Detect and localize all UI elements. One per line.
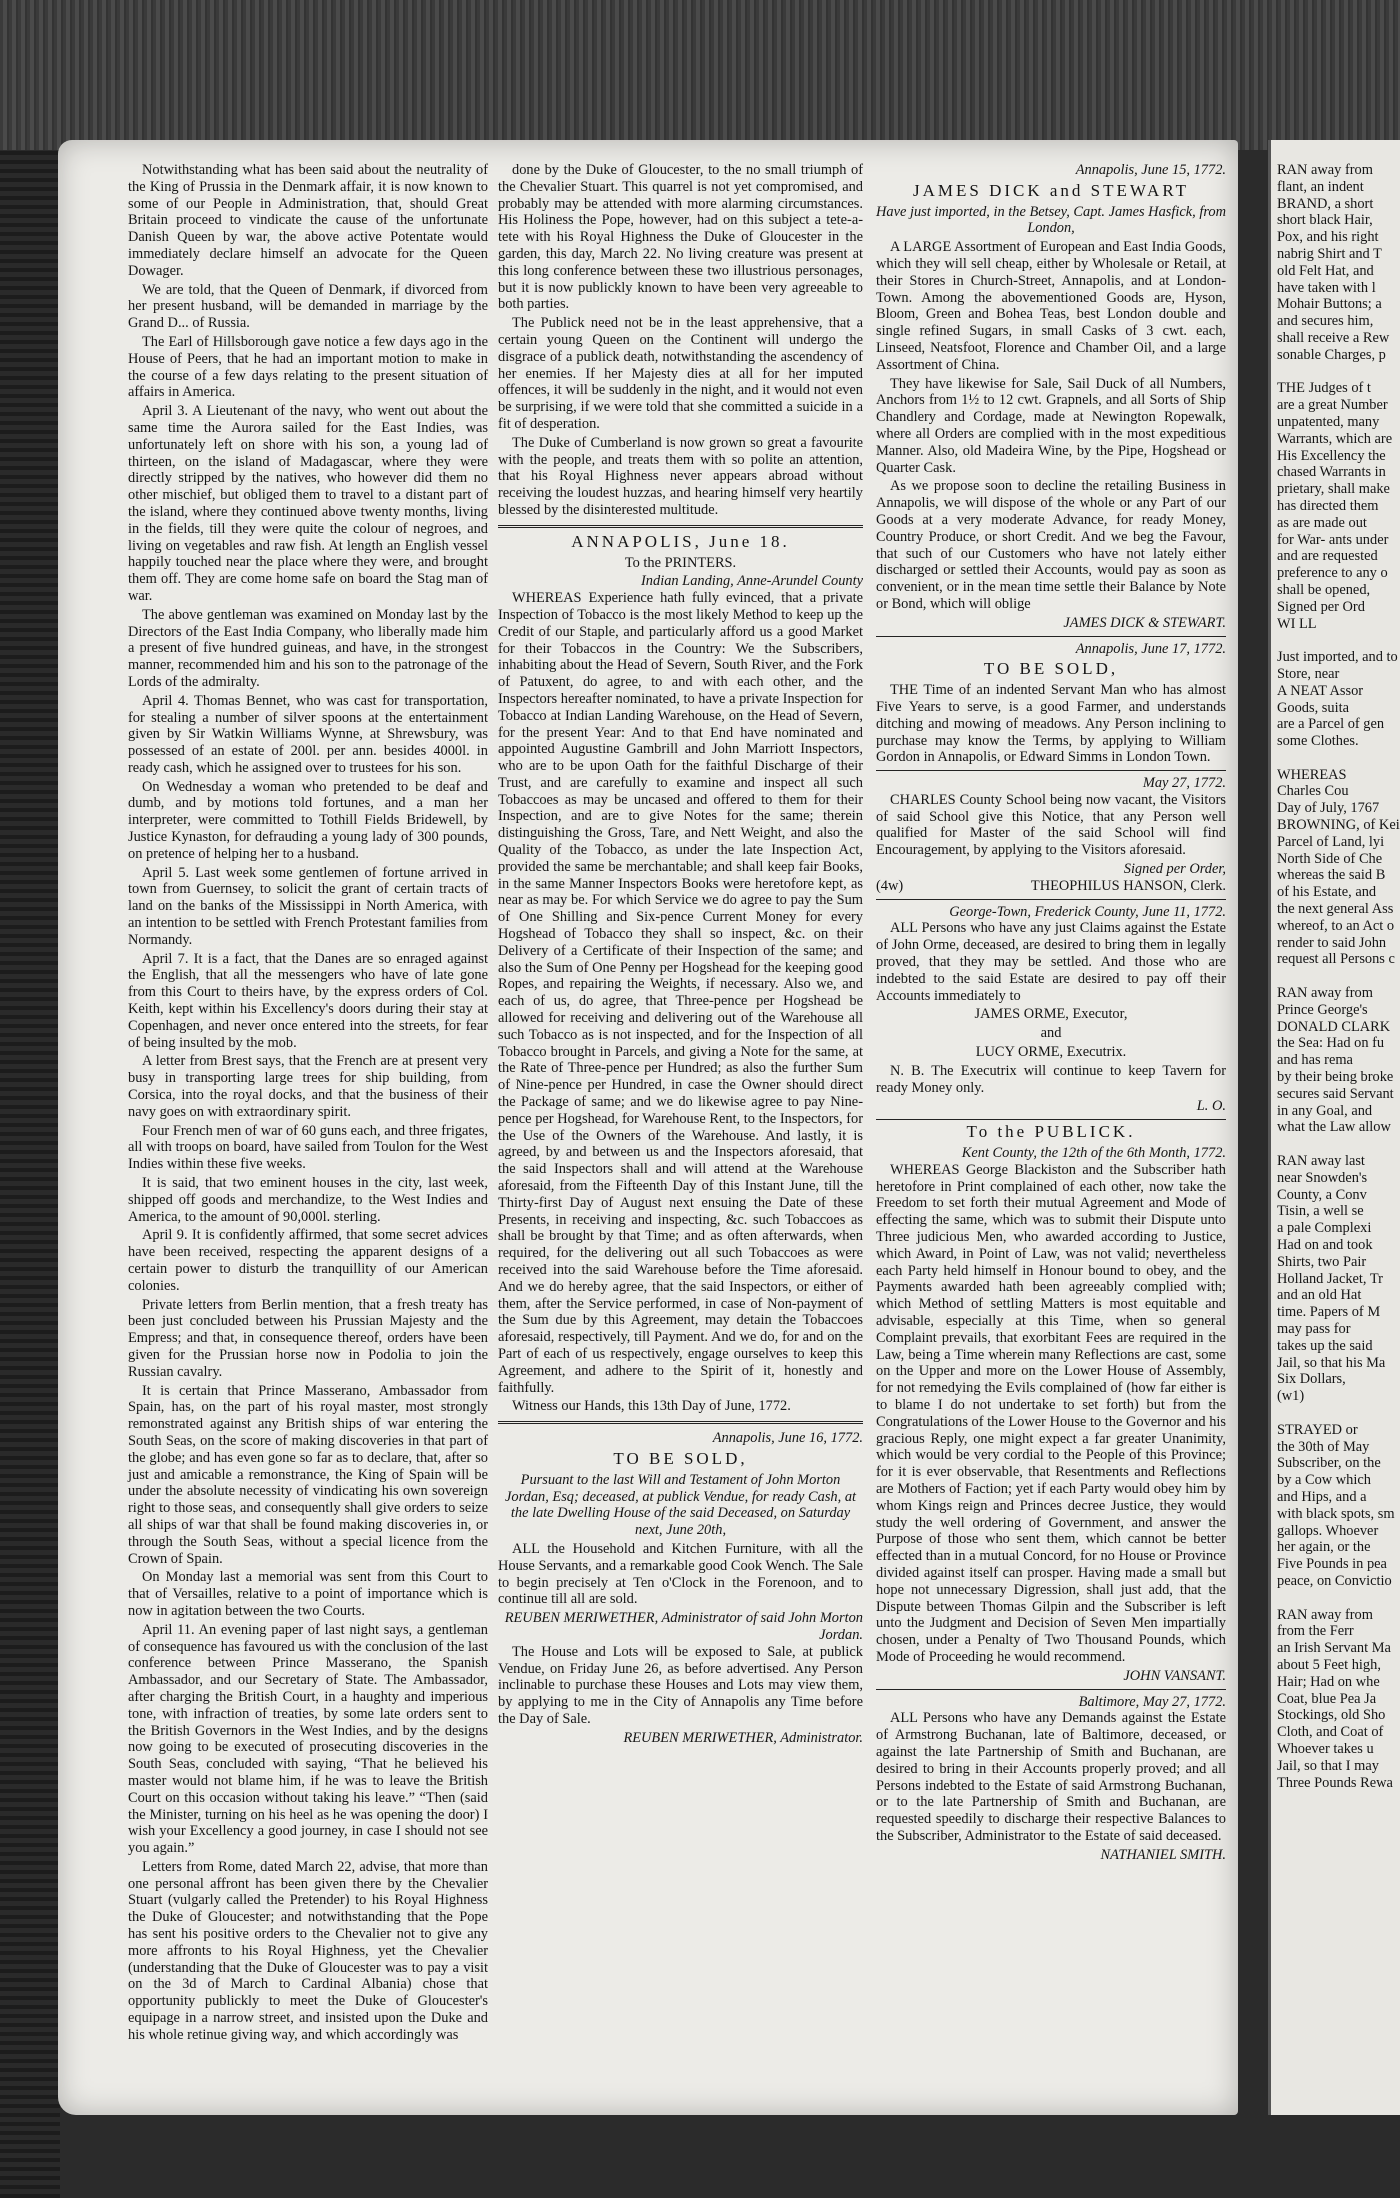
fragment-line: Goods, suita (1277, 699, 1349, 716)
sale-body-2: The House and Lots will be exposed to Sale, at publick Vendue, on Friday June 26, as before advertised. Any Person inclinable to purchase these Houses and Lots may view them, by applying to me in the City of Annapolis any Time before the Day of Sale. (498, 1643, 863, 1727)
fragment-line: Shirts, two Pair (1277, 1253, 1367, 1270)
fragment-line: chased Warrants in (1277, 464, 1386, 481)
fragment-line: old Felt Hat, and (1277, 262, 1374, 279)
fragment-line: by their being broke (1277, 1069, 1394, 1086)
sale-heading: TO BE SOLD, (613, 1448, 748, 1468)
fragment-line: unpatented, many (1277, 413, 1380, 430)
news-paragraph: The above gentleman was examined on Monday last by the Directors of the East India Company, who liberally made him a present of five hundred guineas, and have, in the strongest manner, recommended him and his son to the patronage of the Lords of the admiralty. (128, 606, 488, 690)
buchanan-signature: NATHANIEL SMITH. (1100, 1846, 1226, 1863)
publick-signature: JOHN VANSANT. (1123, 1667, 1226, 1684)
fragment-line: (w1) (1277, 1388, 1305, 1405)
fragment-line (1277, 1590, 1400, 1607)
school-code: (4w) (876, 877, 904, 894)
news-paragraph: Letters from Rome, dated March 22, advise, that more than one personal affront has been given there by the Chevalier Stuart (vulgarly called the Pretender) to his Royal Highness the Duke of Gloucester; and notwithstanding that the Pope has sent his positive orders to the Chevalier not to give any more affronts to his Royal Highness, yet the Chevalier (understanding that the Duke of Gloucester was to pay a visit on the 3d of March to Cardinal Albania) chose that opportunity publickly to meet the Duke of Gloucester's equipage in a narrow street, and insisted upon the Duke and his whole retinue giving way, and which accordingly was (128, 1858, 488, 2043)
fragment-line: Tisin, a well se (1277, 1203, 1364, 1220)
fragment-line: RAN away from (1277, 1606, 1373, 1623)
publick-heading: To the PUBLICK. (966, 1122, 1136, 1142)
printers-to: To the PRINTERS. (624, 554, 737, 571)
servant-body: THE Time of an indented Servant Man who has almost Five Years to serve, is a good Farmer, and understands ditching and mowing of meadows. Any Person inclining to purchase may know the Terms, by applying to William Gordon in Annapolis, or Edward Simms in London Town. (876, 682, 1226, 766)
fragment-line: and secures him, (1277, 313, 1374, 330)
fragment-line: and Hips, and a (1277, 1488, 1367, 1505)
fragment-line: Parcel of Land, lyi (1277, 833, 1385, 850)
scan-background-top (0, 0, 1400, 150)
news-paragraph: We are told, that the Queen of Denmark, if divorced from her present husband, will be demanded in marriage by the Grand D... of Russia. (128, 281, 488, 332)
fragment-line: her again, or the (1277, 1539, 1371, 1556)
divider (876, 770, 1226, 771)
fragment-line: the Sea: Had on fu (1277, 1035, 1385, 1052)
fragment-line: WI LL (1277, 615, 1317, 632)
fragment-line (1277, 968, 1400, 985)
fragment-line: A NEAT Assor (1277, 682, 1364, 699)
sale-dateline: Annapolis, June 16, 1772. (712, 1430, 863, 1447)
fragment-line: DONALD CLARK (1277, 1018, 1391, 1035)
fragment-line: flant, an indent (1277, 178, 1364, 195)
buchanan-body: ALL Persons who have any Demands against the Estate of Armstrong Buchanan, late of Baltimore, deceased, or against the late Partnership of Smith and Buchanan, are desired to bring in their Accounts properly proved; and all Persons indebted to the Estate of said Armstrong Buchanan, or to the late Partnership of Smith and Buchanan, are requested speedily to discharge their respective Balances to the Subscriber, Administrator to the Estate of said deceased. (876, 1710, 1226, 1844)
fragment-line: RAN away from (1277, 985, 1373, 1002)
school-body: CHARLES County School being now vacant, the Visitors of said School give this Notice, that any Person well qualified for Master of the said School will find Encouragement, by applying to the Visitors aforesaid. (876, 791, 1226, 859)
dick-paragraph: They have likewise for Sale, Sail Duck of all Numbers, Anchors from 1½ to 12 cwt. Grapnels, and all Sorts of Ship Chandlery and Cordage, made at Newington Ropewalk, where all Orders are complied with in the most expeditious Manner. Also, old Madeira Wine, by the Pipe, Hogshead or Quarter Cask. (876, 375, 1226, 476)
sale-body: ALL the Household and Kitchen Furniture, with all the House Servants, and a remarkable good Cook Wench. The Sale to begin precisely at Ten o'Clock in the Forenoon, and to continue till all are sold. (498, 1540, 863, 1608)
fragment-line: what the Law allow (1277, 1119, 1391, 1136)
fragment-line: Subscriber, on the (1277, 1455, 1381, 1472)
fragment-line: an Irish Servant Ma (1277, 1640, 1391, 1657)
fragment-line: has directed them (1277, 497, 1379, 514)
sale-subheading: Pursuant to the last Will and Testament of John Morton Jordan, Esq; deceased, at publick Vendue, for ready Cash, at the late Dwelling House of the said Deceased, on Saturday next, June 20th, (504, 1471, 857, 1539)
orme-dateline: George-Town, Frederick County, June 11, 1772. (949, 903, 1226, 920)
publick-body: WHEREAS George Blackiston and the Subscriber hath heretofore in Print complained of each other, now take the Freedom to set forth their mutual Agreement and Mode of effecting the same, which was to submit their Dispute unto Three judicious Men, who awarded according to Justice, which Award, in Point of Law, was not valid; nevertheless each Party held himself in Honour bound to obey, and the Payments awarded hath been agreeably complied with; which Method of settling Matters is most equitable and advisable, especially at this Time, when so general Complaint prevails, that exorbitant Fees are required in the Law, being a Time wherein many Reflections are cast, some on the Upper and more on the Lower House of Assembly, for not remedying the Evils complained of (how far either is to blame I do not undertake to set forth) but from the Congratulations of the Lower House to the Governor and his gracious Reply, one might expect a far greater Unanimity, which would be very cordial to the People of this Province; for it is ever observable, that Resentments and Reflections are Mothers of Faction; yet if each Party would obey him by whom Kings reign and Princes decree Justice, they would study the well ordering of Government, and answer the Purpose of those who sent them, which cannot be better effected than in a mutual Concord, for no House or Province divided against itself can prosper. Having made a small but hope not unnecessary Digression, shall just add, that the Dispute between Thomas Gilpin and the Subscriber is left unto the Judgment and Decision of Seven Men impartially chosen, under a Penalty of Two Thousand Pounds, which Mode of Proceeding he would recommend. (876, 1161, 1226, 1665)
news-paragraph: It is said, that two eminent houses in the city, last week, shipped off goods and merchandize, to the West Indies and America, to the amount of 90,000l. sterling. (128, 1175, 488, 1225)
news-paragraph: The Earl of Hillsborough gave notice a few days ago in the House of Peers, that he had an important motion to make in the course of a few days relating to the present situation of affairs in America. (128, 333, 488, 401)
divider (876, 899, 1226, 900)
fragment-line: gallops. Whoever (1277, 1522, 1379, 1539)
divider (876, 1119, 1226, 1120)
fragment-line: shall receive a Rew (1277, 329, 1390, 346)
fragment-line: near Snowden's (1277, 1169, 1368, 1186)
fragment-line: short black Hair, (1277, 212, 1373, 229)
school-signed: Signed per Order, (1123, 861, 1226, 878)
fragment-line (1277, 750, 1400, 767)
fragment-line: Jail, so that I may (1277, 1757, 1379, 1774)
fragment-line: of his Estate, and (1277, 884, 1377, 901)
fragment-line: Holland Jacket, Tr (1277, 1270, 1383, 1287)
dick-paragraph: A LARGE Assortment of European and East India Goods, which they will sell cheap, either by Wholesale or Retail, at their Stores in Church-Street, Annapolis, and at London-Town. Among the abovementioned Goods are, Hyson, Bloom, Green and Bohea Teas, best London double and single refined Sugars, in small Casks of 3 cwt. each, Linseed, Neatsfoot, Florence and Chamber Oil, and a large Assortment of China. (876, 239, 1226, 373)
school-dateline: May 27, 1772. (1142, 775, 1226, 792)
printers-paragraph: Witness our Hands, this 13th Day of June, 1772. (512, 1398, 791, 1415)
fragment-line: with black spots, sm (1277, 1505, 1395, 1522)
fragment-line: Jail, so that his Ma (1277, 1354, 1386, 1371)
news-paragraph: April 4. Thomas Bennet, who was cast for transportation, for stealing a number of silver spoons at the entertainment given by Sir Watkin Williams Wynne, at Shrewsbury, was possessed of an estate of 200l. per ann. besides 4000l. in ready cash, which he assigned over to trustees for his son. (128, 692, 488, 776)
publick-dateline: Kent County, the 12th of the 6th Month, 1772. (961, 1145, 1226, 1162)
fragment-line: from the Ferr (1277, 1623, 1354, 1640)
fragment-line: for War- ants under (1277, 531, 1389, 548)
fragment-line: Whoever takes u (1277, 1740, 1374, 1757)
fragment-line: Charles Cou (1277, 783, 1349, 800)
fragment-line: prietary, shall make (1277, 481, 1390, 498)
fragment-line: THE Judges of t (1277, 380, 1371, 397)
fragment-line: Coat, blue Pea Ja (1277, 1690, 1377, 1707)
orme-initials: L. O. (1196, 1098, 1226, 1115)
fragment-line: the 30th of May (1277, 1438, 1370, 1455)
fragment-line: takes up the said (1277, 1337, 1373, 1354)
fragment-line: Just imported, and to (1277, 649, 1398, 666)
news-paragraph: done by the Duke of Gloucester, to the no small triumph of the Chevalier Stuart. This quarrel is not yet compromised, and probably may be attended with more alarming circumstances. His Holiness the Pope, however, had on this subject a tete-a-tete with his Royal Highness the Duke of Gloucester in the garden, this day, March 22. No living creature was present at this long conference between these two illustrious personages, but it is now publickly known to have been very agreeable to both parties. (498, 162, 863, 313)
divider (876, 636, 1226, 637)
fragment-line: Hair; Had on whe (1277, 1673, 1380, 1690)
fragment-line: and an old Hat (1277, 1287, 1362, 1304)
fragment-line: Had on and took (1277, 1237, 1373, 1253)
sale-signature-1: REUBEN MERIWETHER, Administrator of said John Morton Jordan. (504, 1610, 863, 1643)
scan-background-left (0, 150, 60, 2198)
fragment-line (1277, 632, 1400, 649)
fragment-line: the next general Ass (1277, 901, 1394, 918)
fragment-line: and are requested (1277, 548, 1378, 565)
fragment-line: in any Goal, and (1277, 1102, 1373, 1119)
printers-place: Indian Landing, Anne-Arundel County (641, 573, 863, 590)
fragment-line: have taken with l (1277, 279, 1376, 296)
fragment-line: a pale Complexi (1277, 1220, 1372, 1237)
printers-paragraph: WHEREAS Experience hath fully evinced, that a private Inspection of Tobacco is the most likely Method to keep up the Credit of our Staple, and particularly afford us a good Market for their Tobaccos in the Country: We the Subscribers, inhabiting about the Head of Severn, South River, and the Fork of Patuxent, do agree, to and with each other, and the Inspectors hereafter nominated, to have a private Inspection for Tobacco at Indian Landing Warehouse, on the Head of Severn, for the present Year: And to that End have nominated and appointed Augustine Gambrill and John Marriott Inspectors, who are to be upon Oath for the faithful Discharge of their Trust, and are carefully to examine and inspect all such Tobaccoes as may be uncased and offered to them for their Inspection, and are to give Notes for the same; therein distinguishing the Gross, Tare, and Nett Weight, and also the Quality of the Tobacco, as under the late Inspection Act, provided the same be merchantable; and shall keep fair Books, in the same Manner Inspectors Books were heretofore kept, as near as may be. For which Service we do agree to pay the Sum of One Shilling and Six-pence Current Money for every Hogshead of Tobacco they shall so inspect, &c. on their Delivery of a Certificate of their Inspection of the same; and also the Sum of One Penny per Hogshead for the keeping good Ropes, and repairing the Weights, if necessary. Also we, and each of us, do agree, that Three-pence per Hogshead be allowed for receiving and delivering out of the Warehouse all such Tobacco as is not inspected, and for the Inspection of all Tobacco brought in Parcels, and giving a Note for the same, at the Rate of Three-pence per Hundred; as also the further Sum of Nine-pence per Hundred, in case the Owner should direct the Package of same; and we do likewise agree to pay Nine-pence per Hogshead, for Warehouse Rent, to the Inspectors, for the Use of the Owners of the Warehouse. And lastly, it is agreed, by and between us and the Inspectors aforesaid, that the said Inspectors shall and will attend at the Warehouse aforesaid, from the Fifteenth Day of this Instant June, till the Thirty-first Day of August next ensuing the Date of these Presents, in receiving and inspecting, &c. such Tobaccoes as shall be brought by that Time; and as often afterwards, when required, for the delivering out all such Tobaccoes as were received into the said Warehouse before the Time aforesaid. And we do hereby agree, that the said Inspectors, or either of them, after the Service performed, in case of Non-payment of the Sum due by this Agreement, may detain the Tobaccoes aforesaid, respectively, till Payment. And we do, for and on the Part of each of us respectively, engage ourselves to keep this Agreement, and adhere to the Spirit of it, honestly and faithfully. (498, 590, 863, 1396)
dick-dateline: Annapolis, June 15, 1772. (1075, 162, 1226, 178)
news-paragraph: On Wednesday a woman who pretended to be deaf and dumb, and by motions told fortunes, and a man her interpreter, were committed to Tothill Fields Bridewell, by Justice Kynaston, for defrauding a young lady of 300 pounds, on pretence of helping her to a husband. (128, 778, 488, 862)
fragment-line: Day of July, 1767 (1277, 800, 1380, 817)
adjacent-page-fragment (1268, 140, 1400, 2115)
printers-heading: ANNAPOLIS, June 18. (571, 531, 790, 551)
fragment-line: secures said Servant (1277, 1085, 1394, 1102)
news-paragraph: April 11. An evening paper of last night says, a gentleman of consequence has favoured us with the conclusion of the last conference between Prince Masserano, the Spanish Ambassador, and our Secretary of State. The Ambassador, after charging the British Court, in a haughty and imperious tone, with infraction of treaties, by some late orders sent to the British Governors in the West Indies, and by the designs now going to be executed of prosecuting discoveries in the South Seas, concluded with saying, “That he believed his master would not blame him, if he was to leave the British Court on this occasion without taking his leave.” “Then (said the Minister, turning on his heel as he was opening the door) I wish your Excellency a good journey, in case I should not see you again.” (128, 1621, 488, 1857)
divider (498, 525, 863, 528)
fragment-line: preference to any o (1277, 565, 1388, 582)
fragment-line (1277, 364, 1400, 381)
fragment-line: some Clothes. (1277, 733, 1359, 750)
servant-heading: TO BE SOLD, (983, 659, 1119, 679)
orme-and: and (1040, 1025, 1062, 1042)
column-1 (128, 162, 488, 2046)
buchanan-dateline: Baltimore, May 27, 1772. (1078, 1693, 1226, 1710)
fragment-line: BROWNING, of Kei (1277, 817, 1400, 834)
fragment-line: His Excellency the (1277, 447, 1386, 464)
fragment-line: whereof, to an Act o (1277, 917, 1395, 934)
fragment-line: Stockings, old Sho (1277, 1707, 1386, 1724)
fragment-line: whereas the said B (1277, 867, 1386, 884)
fragment-line: as are made out (1277, 514, 1367, 531)
dick-signature: JAMES DICK & STEWART. (1063, 614, 1226, 631)
news-paragraph: The Duke of Cumberland is now grown so great a favourite with the people, and treats them with so polite an attention, that his Royal Highness never appears abroad without receiving the loudest huzzas, and hearing himself very heartily blessed by the disinterested multitude. (498, 434, 863, 518)
fragment-line: Cloth, and Coat of (1277, 1724, 1384, 1741)
fragment-line: are a great Number (1277, 397, 1388, 414)
fragment-line: RAN away from (1277, 162, 1373, 178)
news-paragraph: On Monday last a memorial was sent from this Court to that of Versailles, relative to a point of importance which is now in agitation between the two Courts. (128, 1569, 488, 1619)
column-2 (498, 162, 863, 1747)
school-clerk: THEOPHILUS HANSON, Clerk. (1030, 877, 1226, 894)
fragment-line: Pox, and his right (1277, 229, 1379, 246)
fragment-line: nabrig Shirt and T (1277, 245, 1382, 262)
fragment-line: Warrants, which are (1277, 430, 1393, 447)
fragment-line: shall be opened, (1277, 581, 1371, 598)
news-paragraph: Notwithstanding what has been said about the neutrality of the King of Prussia in the Denmark affair, it is now known to some of our People in Administration, that, should Great Britain proceed to vindicate the cause of the unfortunate Danish Queen by war, the above active Potentate would immediately declare himself an advocate for the Queen Dowager. (128, 162, 488, 279)
fragment-line (1277, 1136, 1400, 1153)
news-paragraph: April 7. It is a fact, that the Danes are so enraged against the English, that all the messengers who have of late gone from this Court to theirs have, by the express orders of Col. Keith, kept within his Excellency's doors during their stay at Copenhagen, and never once entered into the streets, for fear of being insulted by the mob. (128, 950, 488, 1051)
news-paragraph: April 9. It is confidently affirmed, that some secret advices have been received, respecting the apparent designs of a certain power to disturb the tranquillity of our American colonies. (128, 1227, 488, 1294)
fragment-line (1277, 1405, 1400, 1422)
fragment-line: WHEREAS (1277, 766, 1347, 783)
column-3 (876, 162, 1226, 1864)
news-paragraph: April 3. A Lieutenant of the navy, who went out about the same time the Aurora sailed for the East Indies, was unfortunately left on shore with his son, a young lad of thirteen, on the island of Madagascar, where they were directly stripped by the natives, who however did them no other mischief, but obliged them to travel to a distant part of the island, where they continued above twenty months, living in the fields, till they were quite the colour of negroes, and living on vegetables and raw fish. At length an English vessel happily touched near the place where they were, and brought them off. They are come home safe on board the Stag man of war. (128, 403, 488, 604)
fragment-line: Three Pounds Rewa (1277, 1774, 1393, 1791)
newspaper-page (58, 140, 1238, 2115)
orme-nb: N. B. The Executrix will continue to keep Tavern for ready Money only. (876, 1062, 1226, 1096)
dick-paragraph: As we propose soon to decline the retailing Business in Annapolis, we will dispose of the whole or any Part of our Goods at a very moderate Advance, for ready Money, Country Produce, or short Credit. And we beg the Favour, that such of our Customers who have not lately either discharged or settled their Accounts, would pay as soon as convenient, or in the mean time settle their Balance by Note or Bond, which will oblige (876, 478, 1226, 612)
fragment-line: about 5 Feet high, (1277, 1656, 1381, 1673)
news-paragraph: April 5. Last week some gentlemen of fortune arrived in town from Guernsey, to solicit the grant of certain tracts of land on the banks of the Mississippi in North America, with an intention to be settled with French Protestant families from Normandy. (128, 864, 488, 948)
fragment-line: RAN away last (1277, 1153, 1365, 1170)
dick-title: JAMES DICK and STEWART (912, 180, 1190, 200)
fragment-line: may pass for (1277, 1320, 1351, 1337)
fragment-line: Signed per Ord (1277, 598, 1365, 615)
fragment-line: render to said John (1277, 934, 1387, 951)
fragment-line: peace, on Convictio (1277, 1572, 1392, 1589)
servant-dateline: Annapolis, June 17, 1772. (1075, 640, 1226, 657)
fragment-line: are a Parcel of gen (1277, 716, 1385, 733)
fragment-line: and has rema (1277, 1052, 1353, 1069)
divider (498, 1421, 863, 1424)
news-paragraph: The Publick need not be in the least apprehensive, that a certain young Queen on the Continent will undergo the disgrace of a publick death, notwithstanding the ascendency of her enemies. If her Majesty dies at all for her imputed offences, it will be suddenly in the night, and it would not even be surprising, if we were told that she committed a suicide in a fit of desperation. (498, 315, 863, 432)
fragment-line: time. Papers of M (1277, 1304, 1381, 1321)
divider (876, 1689, 1226, 1690)
dick-subtitle: Have just imported, in the Betsey, Capt. James Hasfick, from London, (876, 203, 1226, 237)
fragment-line: by a Cow which (1277, 1472, 1371, 1489)
fragment-line: Store, near (1277, 665, 1340, 682)
fragment-line: Prince George's (1277, 1001, 1368, 1018)
fragment-line: STRAYED or (1277, 1421, 1358, 1438)
news-paragraph: It is certain that Prince Masserano, Ambassador from Spain, has, on the part of his royal master, most strongly remonstrated against any British ships of war entering the South Seas, on the score of making discoveries in that part of the globe; and has even gone so far as to declare, that, after so just and amicable a remonstrance, the King of Spain will be under the absolute necessity of vindicating his own sovereign right to those seas, and consequently shall give orders to seize all ships of war that shall be found making discoveries in, or through the South Seas, without a special licence from the Crown of Spain. (128, 1382, 488, 1567)
fragment-line: North Side of Che (1277, 850, 1383, 867)
fragment-line: BRAND, a short (1277, 195, 1374, 212)
fragment-line: Mohair Buttons; a (1277, 296, 1382, 313)
fragment-line: Five Pounds in pea (1277, 1556, 1387, 1573)
fragment-line: sonable Charges, p (1277, 346, 1386, 363)
news-paragraph: Four French men of war of 60 guns each, and three frigates, all with troops on board, have sailed from Toulon for the West Indies within these five weeks. (128, 1122, 488, 1173)
fragment-line: Six Dollars, (1277, 1371, 1346, 1388)
fragment-line: County, a Conv (1277, 1186, 1367, 1203)
fragment-line: request all Persons c (1277, 951, 1395, 968)
orme-executor: JAMES ORME, Executor, (974, 1006, 1128, 1023)
sale-signature-2: REUBEN MERIWETHER, Administrator. (623, 1729, 863, 1746)
orme-body: ALL Persons who have any just Claims against the Estate of John Orme, deceased, are desired to bring them in legally proved, that they may be settled. And those who are indebted to the said Estate are desired to pay off their Accounts immediately to (876, 920, 1226, 1004)
orme-executrix: LUCY ORME, Executrix. (975, 1044, 1127, 1061)
news-paragraph: Private letters from Berlin mention, that a fresh treaty has been just concluded between his Prussian Majesty and the Empress; and that, in consequence thereof, orders have been given for the Prussian horse now in Podolia to join the Russian cavalry. (128, 1296, 488, 1380)
news-paragraph: A letter from Brest says, that the French are at present very busy in transporting large trees for ship building, from Corsica, into the royal docks, and that the business of their navy goes on with extraordinary spirit. (128, 1053, 488, 1120)
